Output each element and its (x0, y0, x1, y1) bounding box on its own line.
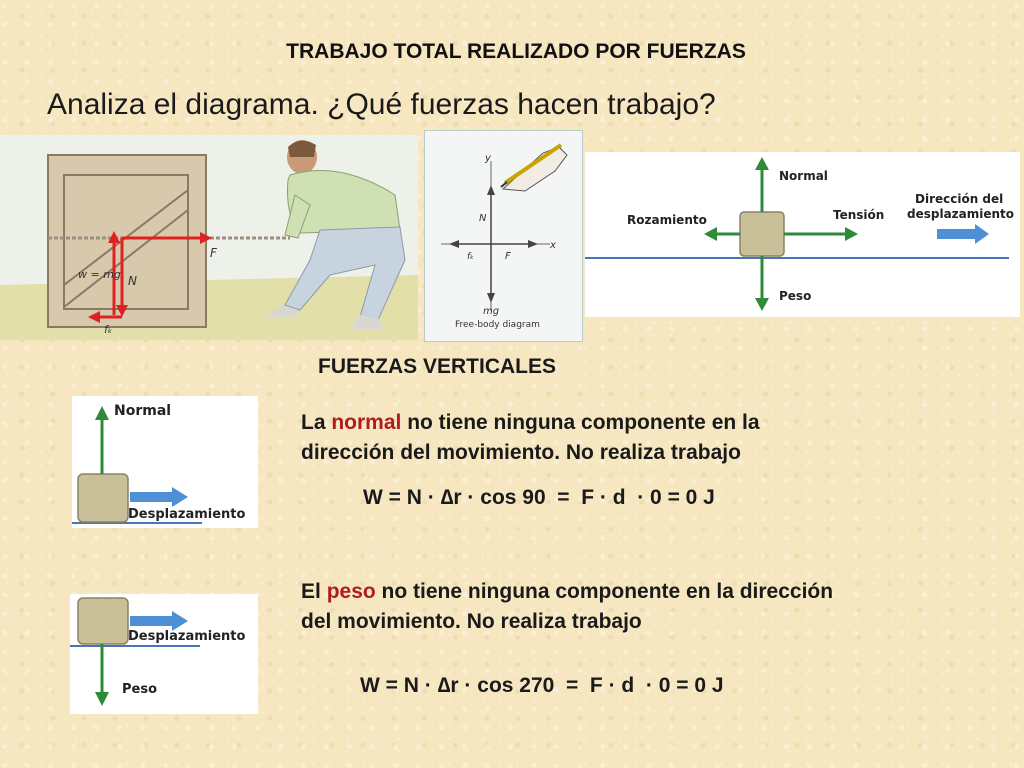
force-label-direccion-2: desplazamiento (907, 207, 1015, 221)
label-F: F (210, 246, 217, 260)
fbd-label-y: y (485, 153, 491, 164)
force-label-peso: Peso (779, 289, 812, 303)
label-fk: fₖ (104, 323, 113, 336)
free-body-diagram (425, 131, 582, 341)
mini-normal-desplazamiento-label: Desplazamiento (128, 507, 246, 522)
fbd-caption: Free-body diagram (455, 320, 540, 330)
normal-mini-diagram-panel (72, 396, 258, 528)
label-w-eq-mg: w = mg (78, 268, 121, 281)
paragraph-normal-pre: La (301, 411, 332, 434)
peso-mini-diagram-panel (70, 594, 258, 714)
paragraph-normal (301, 408, 901, 468)
equation-normal: W = N · ∆r · cos 90 = F · d · 0 = 0 J (363, 486, 715, 509)
crate-photo-illustration (0, 135, 418, 340)
highlight-peso: peso (326, 580, 376, 603)
paragraph-peso-line2: del movimiento. No realiza trabajo (301, 610, 642, 633)
crate-photo-panel (0, 135, 418, 340)
fbd-label-fk: fₖ (467, 252, 475, 262)
mini-peso-desplazamiento-label: Desplazamiento (128, 629, 246, 644)
header-title: TRABAJO TOTAL REALIZADO POR FUERZAS (286, 40, 746, 63)
mini-normal-label: Normal (114, 403, 172, 419)
fbd-label-N: N (479, 213, 487, 224)
paragraph-normal-post: no tiene ninguna componente en la (401, 411, 760, 434)
paragraph-peso-post: no tiene ninguna componente en la dirección (375, 580, 834, 603)
fbd-label-F: F (505, 251, 511, 262)
force-label-tension: Tensión (833, 208, 885, 222)
force-label-direccion-1: Dirección del (915, 192, 1004, 206)
paragraph-peso-pre: El (301, 580, 327, 603)
highlight-normal: normal (331, 411, 402, 434)
equation-peso: W = N · ∆r · cos 270 = F · d · 0 = 0 J (360, 674, 724, 697)
fbd-label-x: x (550, 240, 556, 251)
fbd-label-mg: mg (483, 306, 500, 317)
force-label-rozamiento: Rozamiento (627, 213, 707, 227)
subtitle: Analiza el diagrama. ¿Qué fuerzas hacen trabajo? (47, 88, 716, 121)
peso-mini-diagram (70, 594, 258, 714)
paragraph-normal-line2: dirección del movimiento. No realiza trabajo (301, 441, 741, 464)
label-N: N (128, 274, 137, 288)
mini-peso-label: Peso (122, 682, 158, 697)
free-body-panel (424, 130, 583, 342)
forces-diagram-panel (585, 152, 1020, 317)
forces-diagram (585, 152, 1020, 317)
paragraph-peso (301, 577, 1001, 637)
normal-mini-diagram (72, 396, 258, 528)
section-heading: FUERZAS VERTICALES (318, 355, 557, 378)
force-label-normal: Normal (779, 169, 828, 183)
